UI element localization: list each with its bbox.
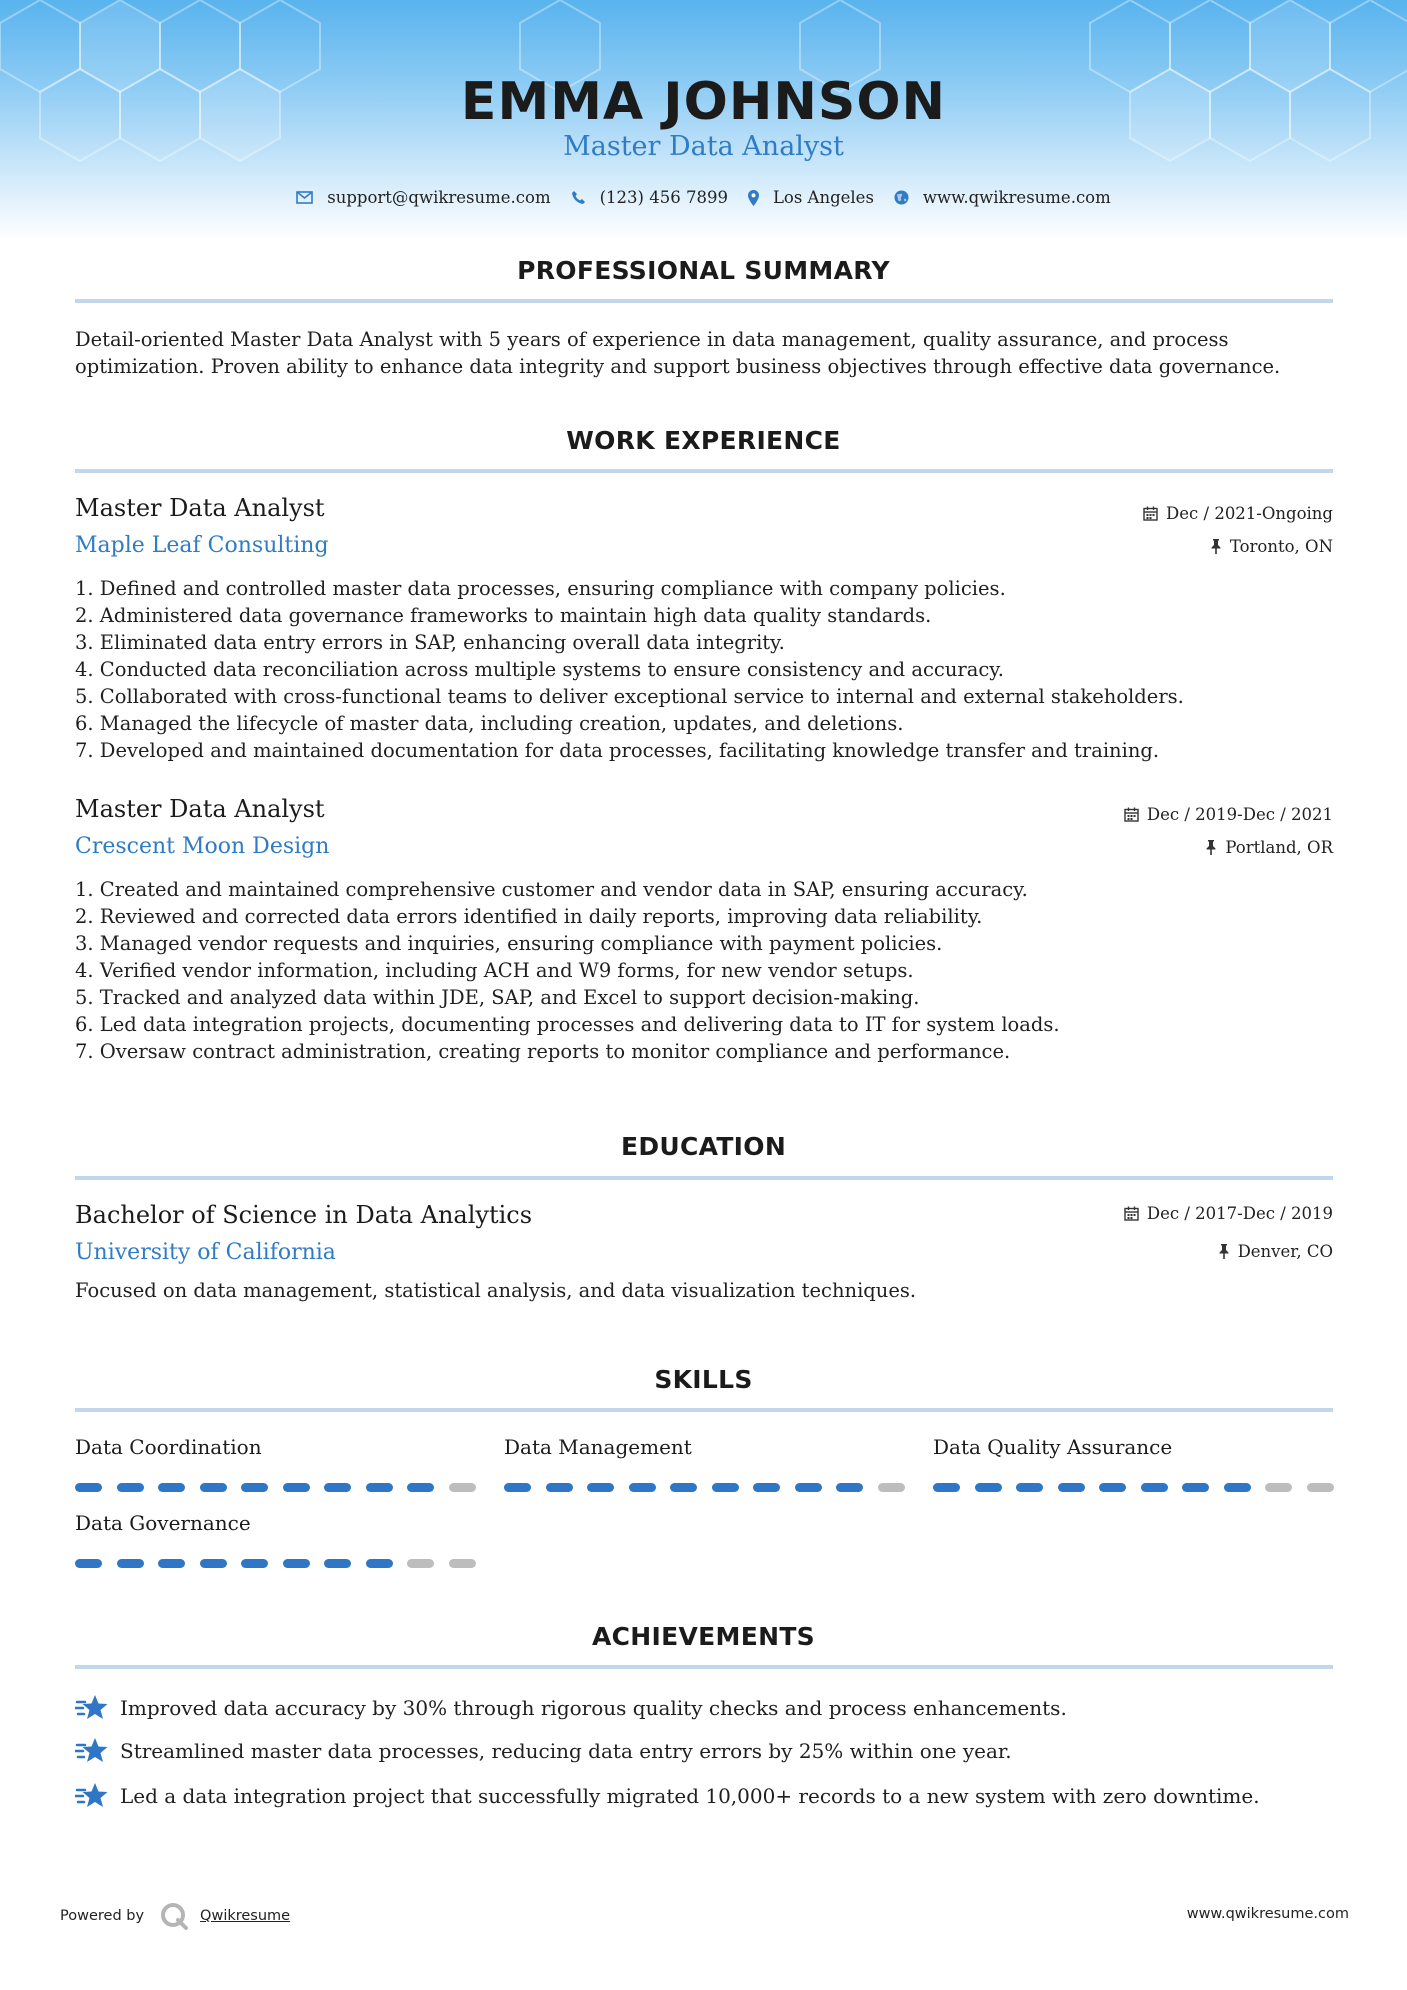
achievement-text: Streamlined master data processes, reducing data entry errors by 25% within one year. xyxy=(120,1739,1012,1763)
list-item: 4. Verified vendor information, including ACH and W9 forms, for new vendor setups. xyxy=(75,959,914,982)
skill-segment-filled xyxy=(1224,1483,1251,1492)
skill-segment-filled xyxy=(1058,1483,1085,1492)
skill-segment-filled xyxy=(200,1559,227,1568)
achievement-text: Led a data integration project that successfully migrated 10,000+ records to a new system with zero downtime. xyxy=(120,1784,1260,1808)
job-location-text: Portland, OR xyxy=(1225,838,1333,857)
achievements-heading: ACHIEVEMENTS xyxy=(592,1622,815,1651)
skills-heading: SKILLS xyxy=(654,1365,753,1394)
section-divider xyxy=(75,299,1333,303)
contact-bar xyxy=(0,188,1407,207)
section-divider xyxy=(75,1176,1333,1180)
summary-text: Detail-oriented Master Data Analyst with 5 years of experience in data management, quality assurance, and process optimization. Proven ability to enhance data integrity and support business objectives through effective data governance. xyxy=(75,328,1281,378)
skill-segment-empty xyxy=(407,1559,434,1568)
summary-heading: PROFESSIONAL SUMMARY xyxy=(517,256,890,285)
education-dates-text: Dec / 2017-Dec / 2019 xyxy=(1146,1204,1333,1223)
skill-segment-empty xyxy=(878,1483,905,1492)
skill-segment-filled xyxy=(283,1559,310,1568)
skill-segment-filled xyxy=(200,1483,227,1492)
skill-segment-filled xyxy=(241,1483,268,1492)
skill-segment-filled xyxy=(1182,1483,1209,1492)
job-location xyxy=(1205,838,1333,857)
list-item: 1. Created and maintained comprehensive customer and vendor data in SAP, ensuring accuracy. xyxy=(75,878,1028,901)
job-title: Master Data Analyst xyxy=(75,795,325,823)
skill-segment-filled xyxy=(75,1483,102,1492)
list-item: 7. Developed and maintained documentation for data processes, facilitating knowledge transfer and training. xyxy=(75,739,1160,762)
company-name: Crescent Moon Design xyxy=(75,834,330,859)
skill-segment-filled xyxy=(158,1559,185,1568)
job-location-text: Toronto, ON xyxy=(1229,537,1333,556)
skill-bar xyxy=(504,1483,919,1492)
job-dates xyxy=(1143,504,1333,523)
job-dates-text: Dec / 2021-Ongoing xyxy=(1166,504,1333,523)
skill-segment-filled xyxy=(1016,1483,1043,1492)
footer-powered-by xyxy=(60,1902,290,1930)
location-text: Los Angeles xyxy=(772,188,874,207)
achievement-item xyxy=(75,1736,1012,1766)
skill-segment-filled xyxy=(546,1483,573,1492)
list-item: 6. Led data integration projects, documenting processes and delivering data to IT for system loads. xyxy=(75,1013,1060,1036)
skill-segment-filled xyxy=(975,1483,1002,1492)
job-dates xyxy=(1124,805,1333,824)
list-item: 3. Eliminated data entry errors in SAP, enhancing overall data integrity. xyxy=(75,631,785,654)
powered-by-label: Powered by xyxy=(60,1908,145,1924)
skill-bar xyxy=(933,1483,1348,1492)
skill-segment-filled xyxy=(117,1483,144,1492)
skill-segment-filled xyxy=(1099,1483,1126,1492)
pushpin-icon xyxy=(1218,1244,1230,1259)
section-divider xyxy=(75,469,1333,473)
star-icon xyxy=(75,1693,108,1723)
list-item: 7. Oversaw contract administration, creating reports to monitor compliance and performance. xyxy=(75,1040,1011,1063)
list-item: 1. Defined and controlled master data processes, ensuring compliance with company policies. xyxy=(75,577,1006,600)
job-dates-text: Dec / 2019-Dec / 2021 xyxy=(1146,805,1333,824)
pushpin-icon xyxy=(1205,840,1217,855)
star-icon xyxy=(75,1781,108,1811)
skill-segment-empty xyxy=(1307,1483,1334,1492)
skill-segment-filled xyxy=(1141,1483,1168,1492)
education-heading: EDUCATION xyxy=(620,1132,787,1161)
skill-segment-filled xyxy=(670,1483,697,1492)
email-text: support@qwikresume.com xyxy=(327,188,551,207)
skill-label: Data Coordination xyxy=(75,1435,262,1459)
skill-segment-filled xyxy=(324,1483,351,1492)
duty-list xyxy=(75,876,1340,1065)
list-item: 5. Tracked and analyzed data within JDE, SAP, and Excel to support decision-making. xyxy=(75,986,920,1009)
brand-link[interactable]: Qwikresume xyxy=(200,1908,291,1924)
skill-segment-empty xyxy=(449,1559,476,1568)
calendar-icon xyxy=(1124,1206,1139,1221)
list-item: 2. Reviewed and corrected data errors identified in daily reports, improving data reliability. xyxy=(75,905,983,928)
education-description: Focused on data management, statistical analysis, and data visualization techniques. xyxy=(75,1279,917,1302)
list-item: 5. Collaborated with cross-functional teams to deliver exceptional service to internal and external stakeholders. xyxy=(75,685,1184,708)
job-title: Master Data Analyst xyxy=(75,494,325,522)
star-icon xyxy=(75,1736,108,1766)
education-location xyxy=(1218,1242,1333,1261)
duty-list xyxy=(75,575,1340,764)
achievement-item xyxy=(75,1693,1067,1723)
calendar-icon xyxy=(1143,506,1158,521)
pushpin-icon xyxy=(1210,539,1222,554)
skill-segment-filled xyxy=(836,1483,863,1492)
achievement-text: Improved data accuracy by 30% through rigorous quality checks and process enhancements. xyxy=(120,1696,1067,1720)
skill-segment-filled xyxy=(795,1483,822,1492)
skill-segment-empty xyxy=(1265,1483,1292,1492)
phone-icon xyxy=(571,190,586,205)
skill-segment-filled xyxy=(504,1483,531,1492)
degree-title: Bachelor of Science in Data Analytics xyxy=(75,1201,533,1229)
company-name: Maple Leaf Consulting xyxy=(75,533,329,558)
experience-heading: WORK EXPERIENCE xyxy=(566,426,841,455)
skill-segment-filled xyxy=(283,1483,310,1492)
skill-segment-filled xyxy=(933,1483,960,1492)
list-item: 3. Managed vendor requests and inquiries, ensuring compliance with payment policies. xyxy=(75,932,943,955)
skill-segment-empty xyxy=(449,1483,476,1492)
calendar-icon xyxy=(1124,807,1139,822)
skill-segment-filled xyxy=(587,1483,614,1492)
skill-segment-filled xyxy=(117,1559,144,1568)
skill-bar xyxy=(75,1483,490,1492)
education-location-text: Denver, CO xyxy=(1237,1242,1333,1261)
skill-label: Data Management xyxy=(504,1435,692,1459)
candidate-name: EMMA JOHNSON xyxy=(460,72,947,132)
footer-website[interactable]: www.qwikresume.com xyxy=(1186,1906,1349,1922)
skill-label: Data Governance xyxy=(75,1511,251,1535)
section-divider xyxy=(75,1665,1333,1669)
skill-segment-filled xyxy=(366,1559,393,1568)
globe-icon xyxy=(894,190,909,205)
skill-segment-filled xyxy=(407,1483,434,1492)
phone-text: (123) 456 7899 xyxy=(599,188,728,207)
envelope-icon xyxy=(296,191,313,204)
list-item: 2. Administered data governance frameworks to maintain high data quality standards. xyxy=(75,604,932,627)
list-item: 4. Conducted data reconciliation across multiple systems to ensure consistency and accuracy. xyxy=(75,658,1004,681)
job-location xyxy=(1210,537,1333,556)
website-text: www.qwikresume.com xyxy=(922,188,1111,207)
skill-segment-filled xyxy=(75,1559,102,1568)
list-item: 6. Managed the lifecycle of master data, including creation, updates, and deletions. xyxy=(75,712,904,735)
qwikresume-logo-icon xyxy=(160,1902,188,1930)
section-divider xyxy=(75,1408,1333,1412)
skill-segment-filled xyxy=(753,1483,780,1492)
contact-email[interactable] xyxy=(296,188,550,207)
candidate-title: Master Data Analyst xyxy=(563,131,844,162)
education-dates xyxy=(1124,1204,1333,1223)
contact-phone[interactable] xyxy=(571,188,728,207)
map-pin-icon xyxy=(748,190,759,206)
school-name: University of California xyxy=(75,1240,336,1265)
skill-segment-filled xyxy=(158,1483,185,1492)
contact-location xyxy=(748,188,874,207)
contact-website[interactable] xyxy=(894,188,1111,207)
skill-segment-filled xyxy=(712,1483,739,1492)
achievement-item xyxy=(75,1781,1260,1811)
skill-segment-filled xyxy=(629,1483,656,1492)
skill-label: Data Quality Assurance xyxy=(933,1435,1173,1459)
skill-segment-filled xyxy=(366,1483,393,1492)
skill-bar xyxy=(75,1559,490,1568)
skill-segment-filled xyxy=(324,1559,351,1568)
skill-segment-filled xyxy=(241,1559,268,1568)
